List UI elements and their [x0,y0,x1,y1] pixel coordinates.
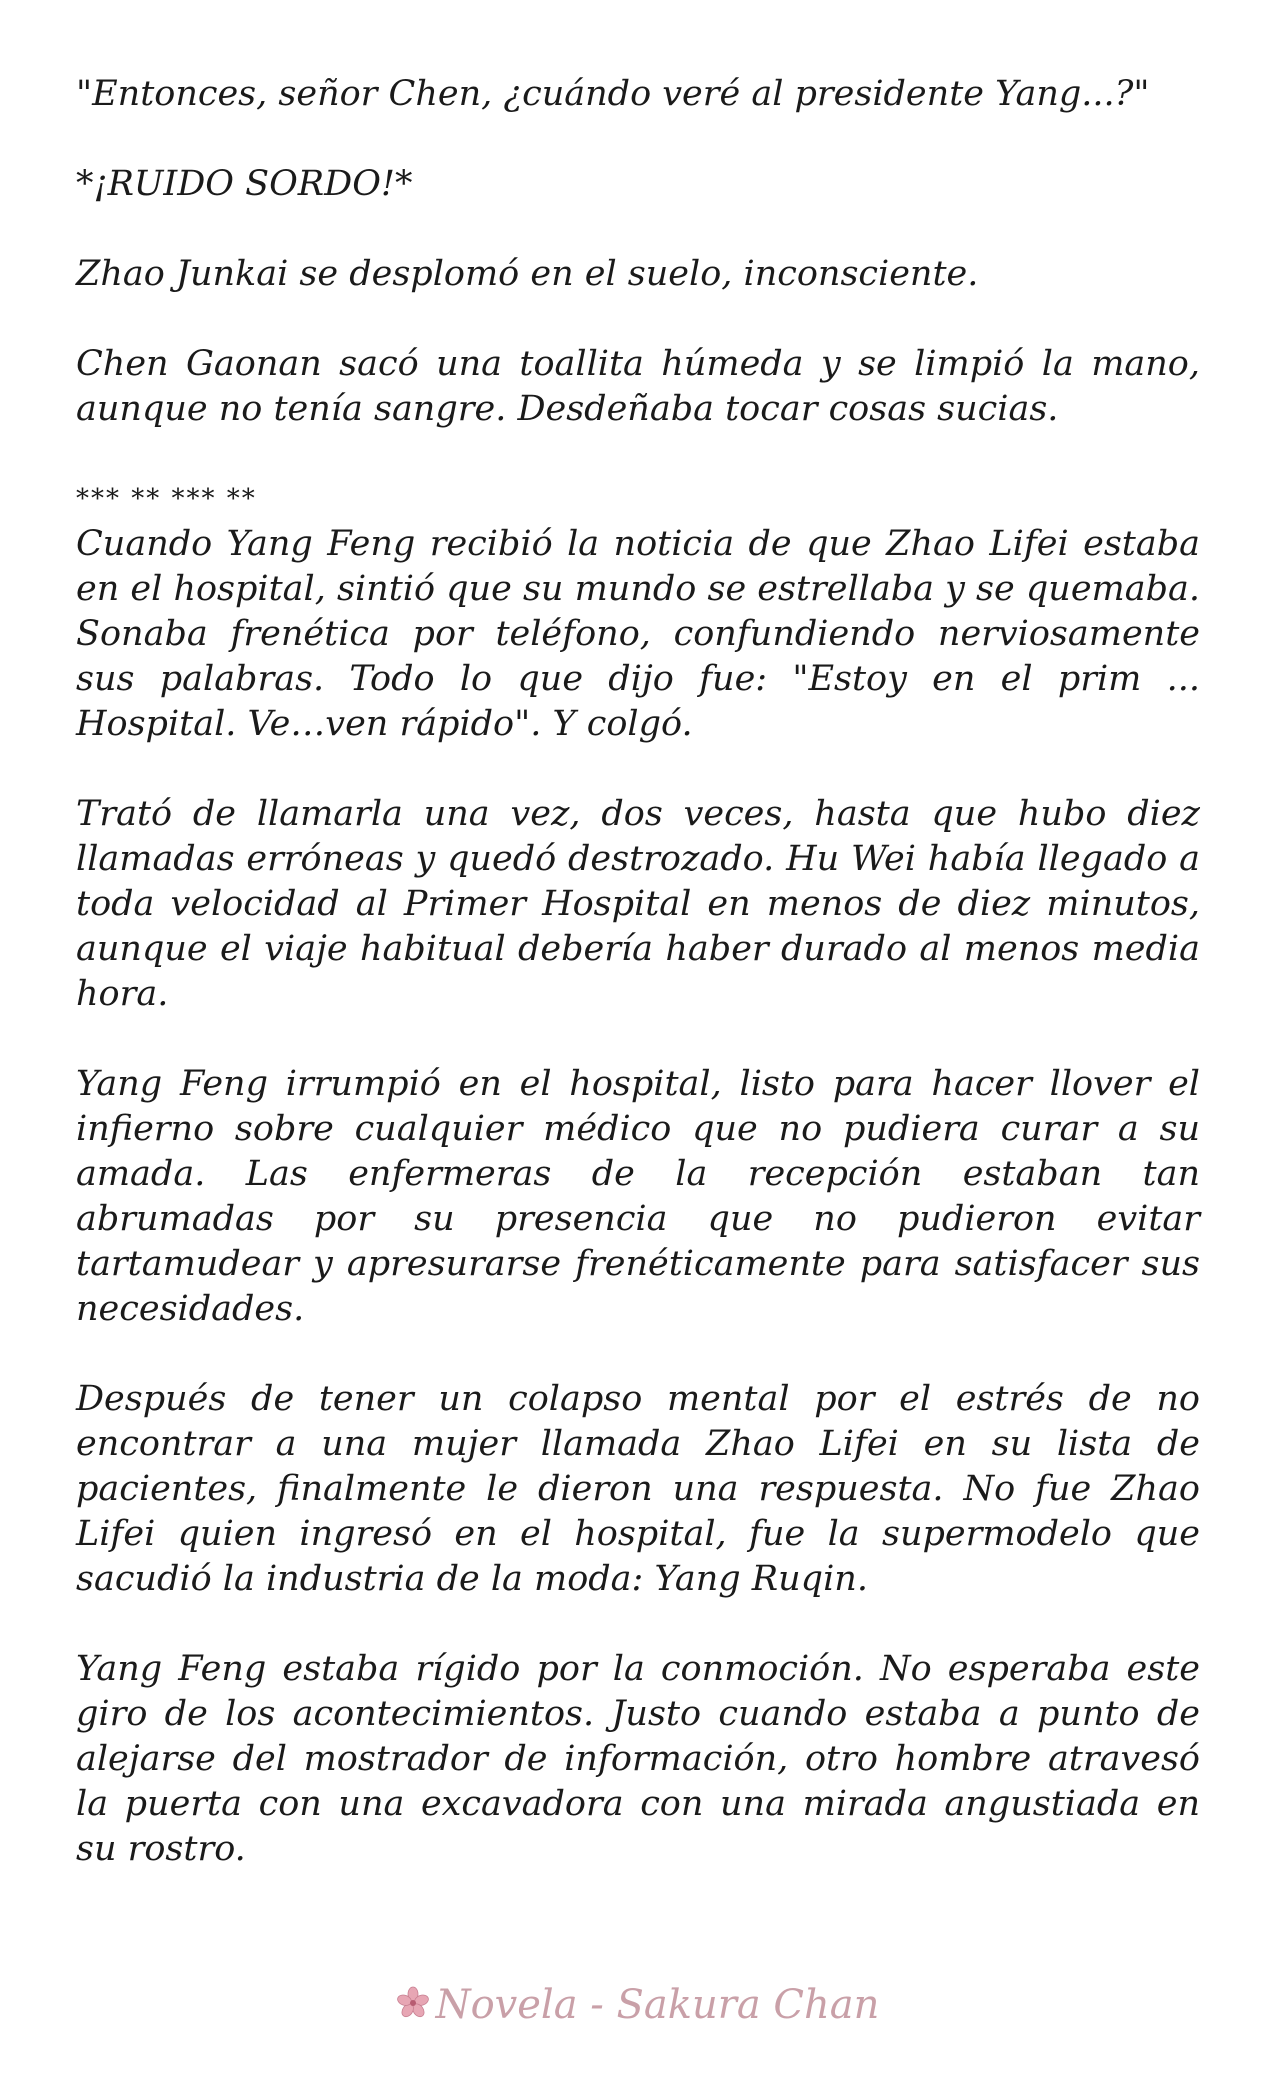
paragraph-hospital-arrival: Yang Feng irrumpió en el hospital, listo para hacer llover el infierno sobre cualquier médico que no pudiera curar a su amada. Las enfermeras de la recepción estaban tan abrumadas por su presencia que no pudieron evitar tartamudear y apresurarse frenéticamente para satisfacer sus necesidades. [76,1064,1200,1329]
watermark-footer [0,1980,1275,2030]
paragraph-dialogue: "Entonces, señor Chen, ¿cuándo veré al presidente Yang...?" [76,74,1150,114]
paragraph-sound-effect: *¡RUIDO SORDO!* [76,164,413,204]
paragraph-shock: Yang Feng estaba rígido por la conmoción. No esperaba este giro de los acontecimientos. Justo cuando estaba a punto de alejarse del mostrador de información, otro hombre atravesó la puerta con una excavadora con una mirada angustiada en su rostro. [76,1649,1200,1869]
paragraph-calls: Trató de llamarla una vez, dos veces, hasta que hubo diez llamadas erróneas y quedó destrozado. Hu Wei había llegado a toda velocidad al Primer Hospital en menos de diez minutos, aunque el viaje habitual debería haber durado al menos media hora. [76,794,1200,1014]
scene-divider: *** ** *** ** [76,484,257,514]
paragraph-wipe-hand: Chen Gaonan sacó una toallita húmeda y se limpió la mano, aunque no tenía sangre. Desdeñaba tocar cosas sucias. [76,344,1200,429]
paragraph-patient-list: Después de tener un colapso mental por el estrés de no encontrar a una mujer llamada Zhao Lifei en su lista de pacientes, finalmente le dieron una respuesta. No fue Zhao Lifei quien ingresó en el hospital, fue la supermodelo que sacudió la industria de la moda: Yang Ruqin. [76,1379,1200,1599]
text-column [76,72,1200,1872]
sakura-flower-icon [396,1982,430,2016]
watermark-text: Novela - Sakura Chan [435,1982,880,2028]
paragraph-collapse: Zhao Junkai se desplomó en el suelo, inconsciente. [76,254,979,294]
paragraph-news: Cuando Yang Feng recibió la noticia de que Zhao Lifei estaba en el hospital, sintió que su mundo se estrellaba y se quemaba. Sonaba frenética por teléfono, confundiendo nerviosamente sus palabras. Todo lo que dijo fue: "Estoy en el prim ... Hospital. Ve…ven rápido". Y colgó. [76,524,1200,744]
